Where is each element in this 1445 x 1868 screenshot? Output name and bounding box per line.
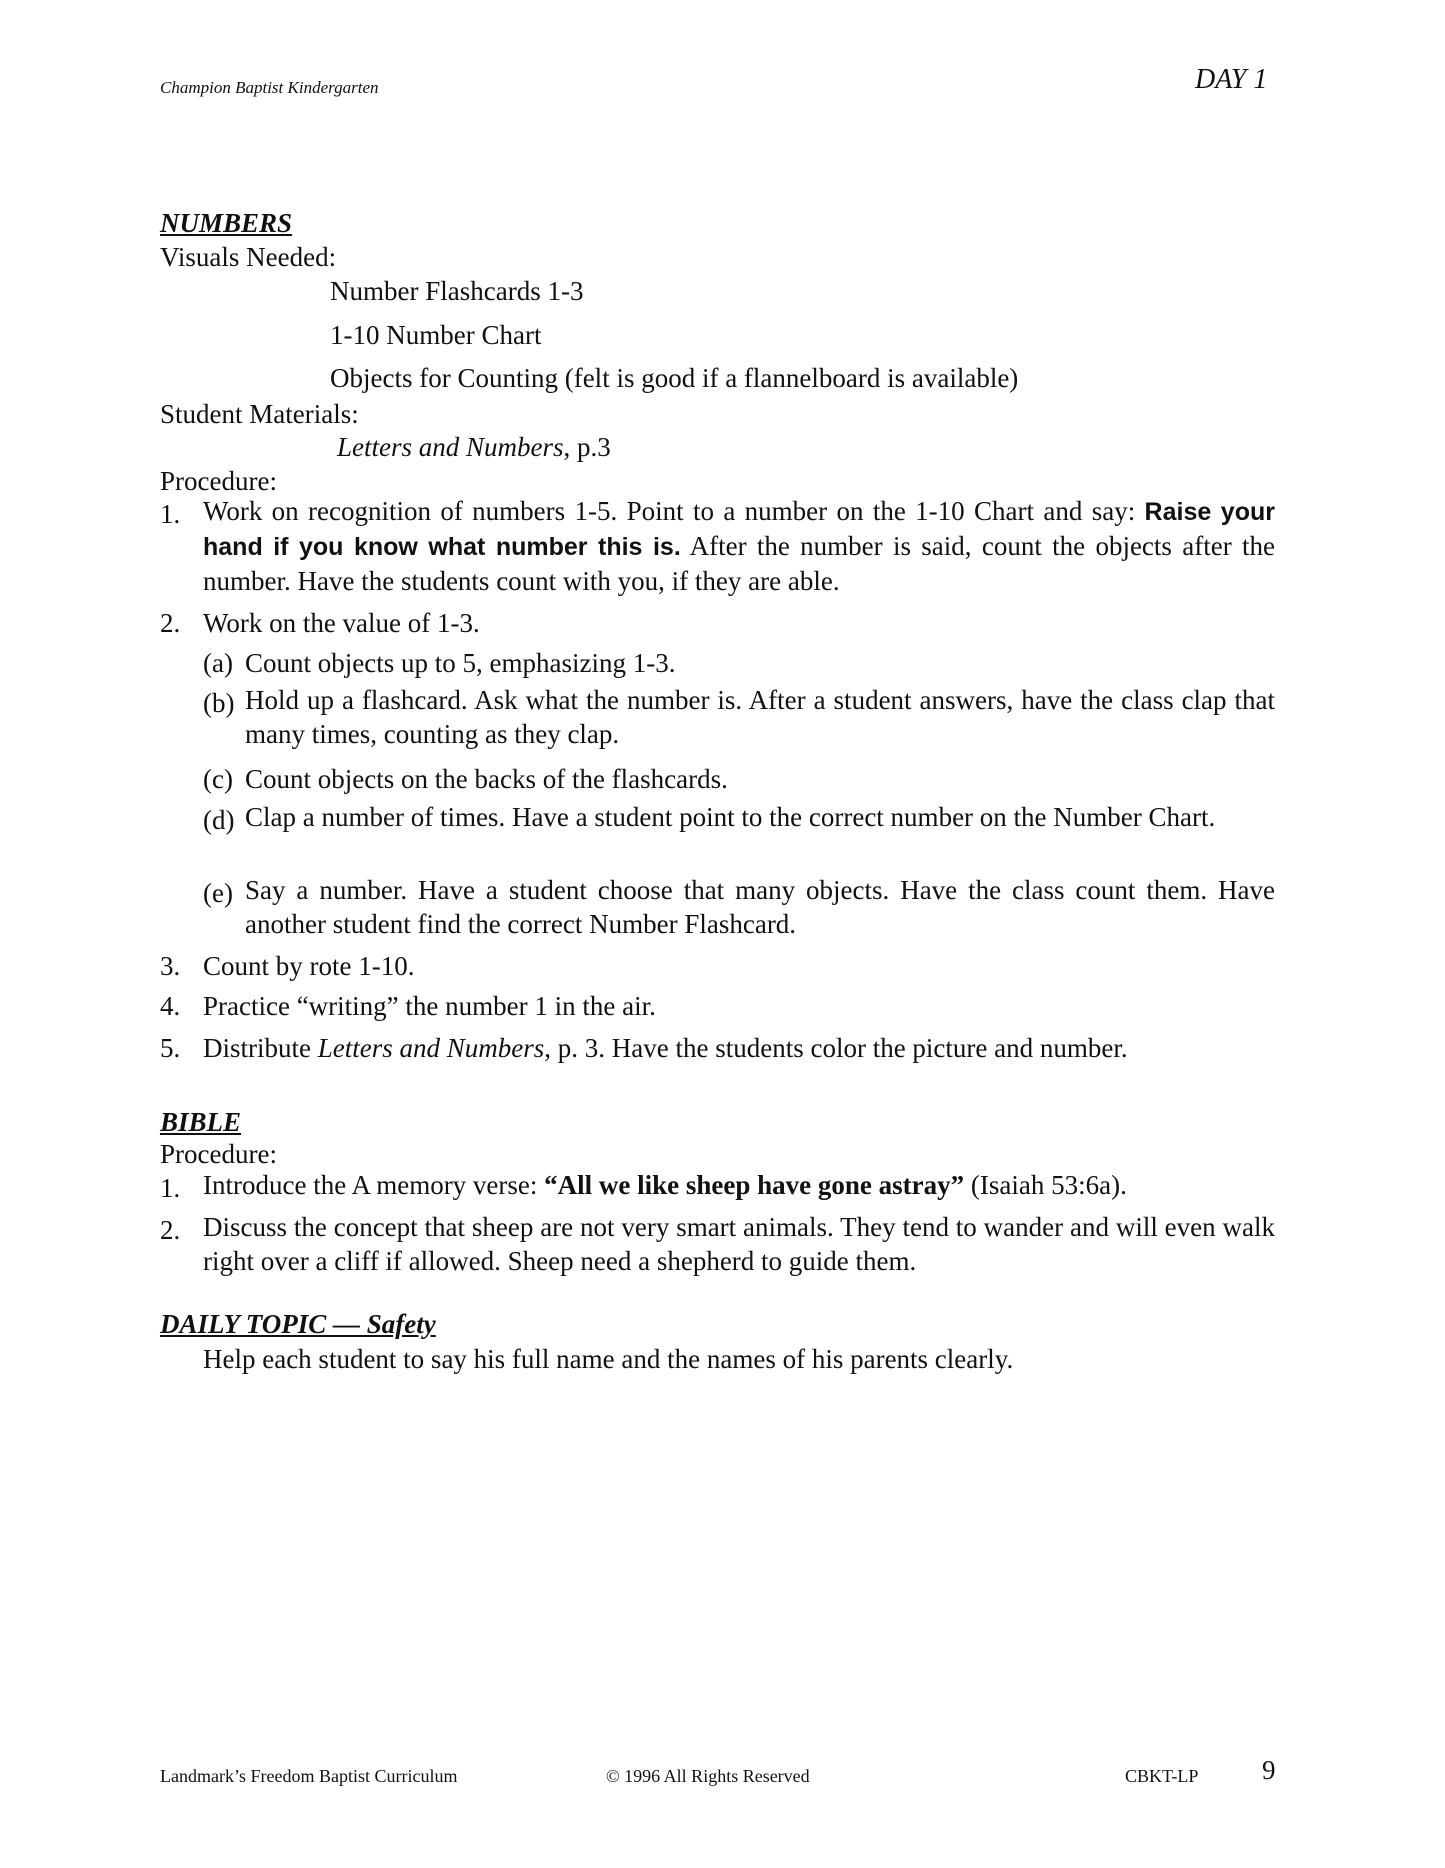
- page-number: 9: [1262, 1755, 1276, 1785]
- step-text: Introduce the A memory verse:: [203, 1170, 545, 1200]
- step-number: 2.: [160, 1215, 181, 1245]
- numbers-step-3: Count by rote 1-10.: [203, 951, 415, 981]
- bible-step-2: Discuss the concept that sheep are not very smart animals. They tend to wander and will even walk right over a cliff if allowed. Sheep need a shepherd to guide them.: [203, 1212, 1275, 1276]
- material-page: , p.3: [563, 432, 611, 462]
- material-item: [337, 430, 611, 464]
- step-book-title: Letters and Numbers: [317, 1033, 545, 1063]
- step-text: Work on recognition of numbers 1-5. Point to a number on the 1-10 Chart and say:: [203, 496, 1145, 526]
- step-number: 5.: [160, 1033, 181, 1063]
- bible-procedure-label: Procedure:: [160, 1139, 277, 1169]
- procedure-label: Procedure:: [160, 466, 277, 496]
- visuals-label: Visuals Needed:: [160, 242, 337, 272]
- numbers-heading: NUMBERS: [160, 208, 293, 238]
- sub-item: Count objects up to 5, emphasizing 1-3.: [245, 648, 676, 678]
- numbers-step-5: [203, 1031, 1128, 1065]
- visual-item: Objects for Counting (felt is good if a flannelboard is available): [330, 363, 1019, 393]
- material-title: Letters and Numbers: [337, 432, 564, 462]
- visual-item: 1-10 Number Chart: [330, 320, 542, 350]
- sub-label: (e): [203, 878, 233, 908]
- header-day: DAY 1: [1195, 64, 1268, 95]
- step-text: After the number is said, count the objects after the number. Have the students count with you, if they are able.: [203, 531, 1275, 596]
- numbers-step-4: Practice “writing” the number 1 in the air.: [203, 991, 656, 1021]
- numbers-step-1: [203, 494, 1275, 598]
- sub-label: (b): [203, 688, 235, 718]
- step-quote: Raise your hand if you know what number this is.: [203, 498, 1275, 561]
- step-number: 3.: [160, 951, 181, 981]
- sub-item: Count objects on the backs of the flashcards.: [245, 764, 728, 794]
- bible-heading: BIBLE: [160, 1107, 242, 1137]
- step-number: 4.: [160, 991, 181, 1021]
- step-text: Distribute: [203, 1033, 318, 1063]
- numbers-step-2: Work on the value of 1-3.: [203, 608, 480, 638]
- daily-topic-heading: DAILY TOPIC — Safety: [160, 1309, 436, 1339]
- verse-reference: (Isaiah 53:6a).: [964, 1170, 1127, 1200]
- visual-item: Number Flashcards 1-3: [330, 276, 584, 306]
- sub-item: Hold up a flashcard. Ask what the number is. After a student answers, have the class clap that many times, counting as they clap.: [245, 685, 1275, 749]
- sub-item: Clap a number of times. Have a student point to the correct number on the Number Chart.: [245, 802, 1216, 832]
- footer-copyright: © 1996 All Rights Reserved: [606, 1766, 810, 1786]
- step-number: 1.: [160, 1173, 181, 1203]
- daily-topic-text: Help each student to say his full name and the names of his parents clearly.: [203, 1344, 1014, 1374]
- footer-curriculum: Landmark’s Freedom Baptist Curriculum: [160, 1766, 458, 1786]
- bible-step-1: [203, 1168, 1127, 1202]
- footer-code: CBKT-LP: [1125, 1766, 1199, 1786]
- step-number: 1.: [160, 499, 181, 529]
- memory-verse: “All we like sheep have gone astray”: [544, 1170, 965, 1200]
- step-number: 2.: [160, 608, 181, 638]
- sub-label: (d): [203, 805, 235, 835]
- sub-item: Say a number. Have a student choose that many objects. Have the class count them. Have another student find the correct Number Flashcard.: [245, 875, 1275, 939]
- sub-label: (c): [203, 764, 233, 794]
- materials-label: Student Materials:: [160, 399, 359, 429]
- sub-label: (a): [203, 648, 233, 678]
- step-text: , p. 3. Have the students color the picture and number.: [544, 1033, 1128, 1063]
- header-school: Champion Baptist Kindergarten: [160, 78, 379, 97]
